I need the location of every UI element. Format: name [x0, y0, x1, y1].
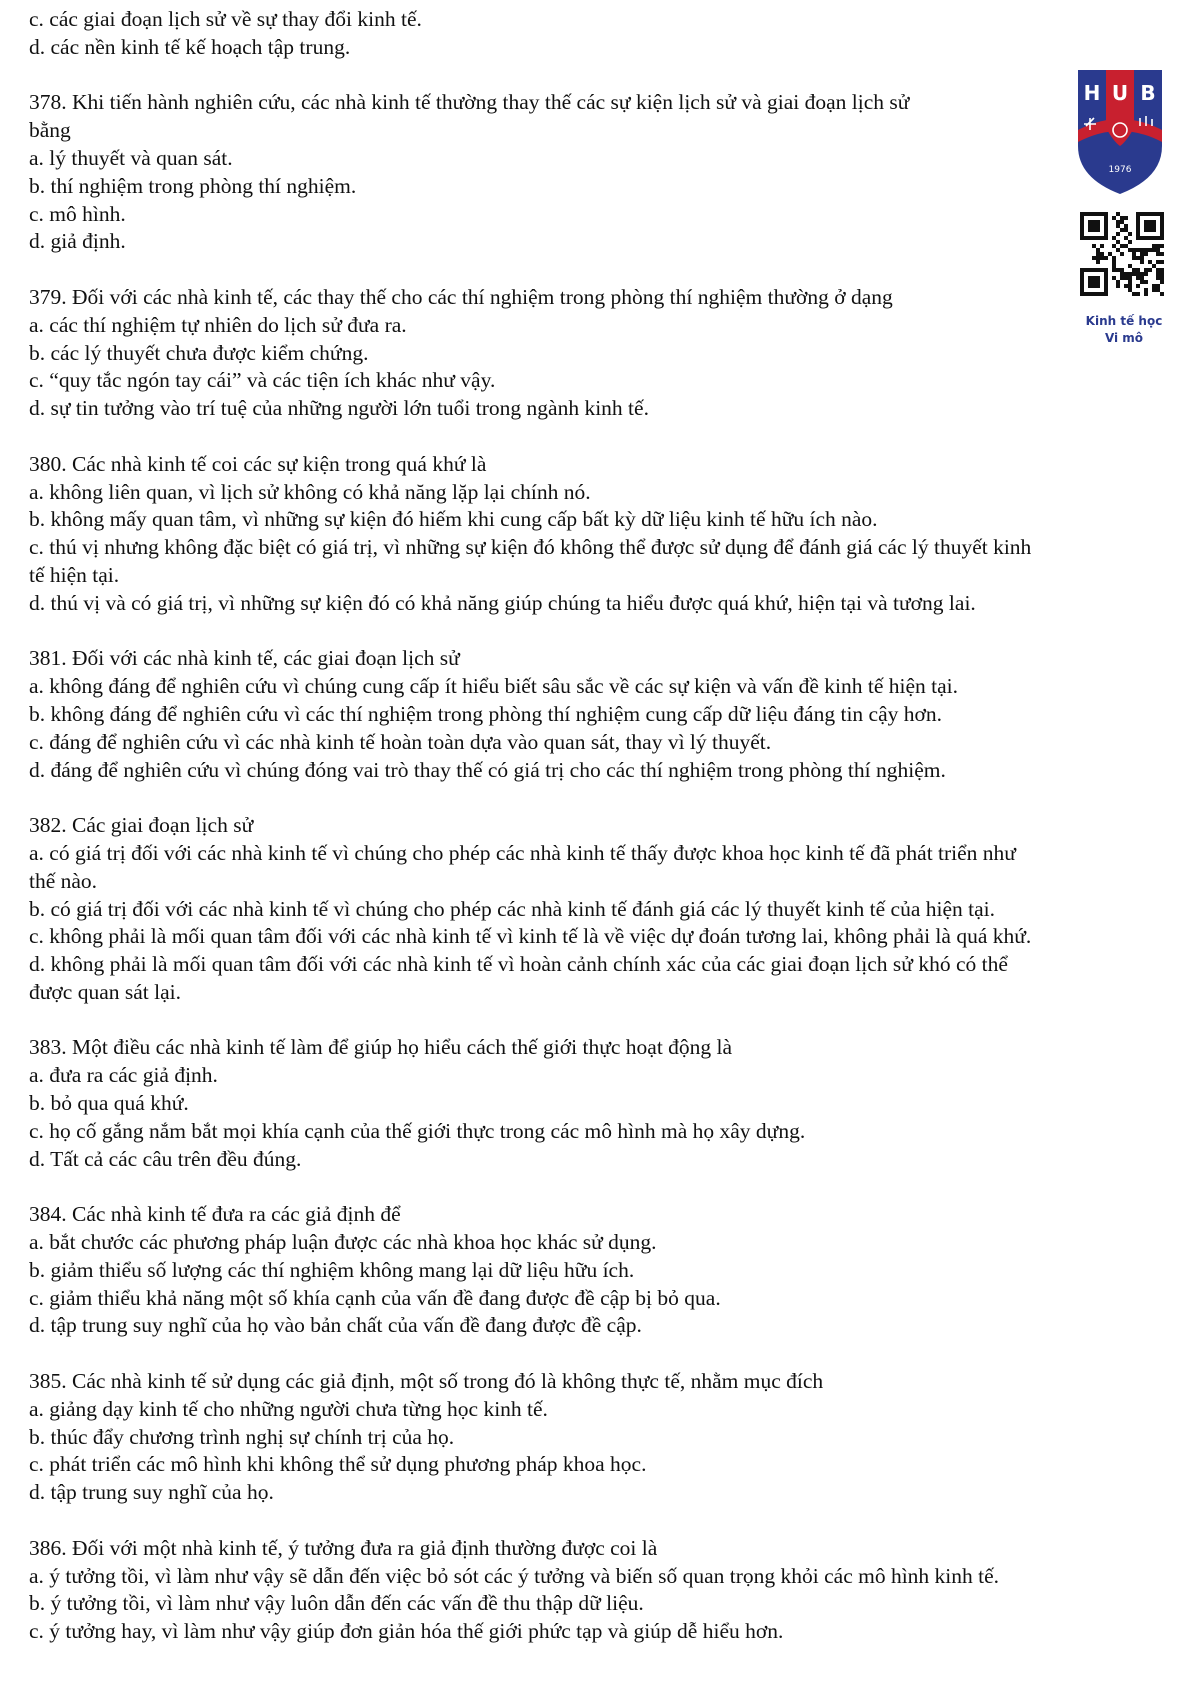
brand-line-1: Kinh tế học: [1085, 314, 1163, 328]
blank-line: [29, 256, 1169, 284]
blank-line: [29, 62, 1169, 90]
text-line: c. ý tưởng hay, vì làm như vậy giúp đơn giản hóa thế giới phức tạp và giúp dễ hiểu hơn.: [29, 1619, 784, 1644]
brand-line-2: Vi mô: [1104, 331, 1144, 345]
svg-text:B: B: [1140, 81, 1156, 105]
text-line: c. “quy tắc ngón tay cái” và các tiện ích khác như vậy.: [29, 368, 496, 393]
text-line: c. phát triển các mô hình khi không thể sử dụng phương pháp khoa học.: [29, 1452, 647, 1477]
text-line: d. giả định.: [29, 229, 126, 254]
text-line: a. bắt chước các phương pháp luận được các nhà khoa học khác sử dụng.: [29, 1230, 657, 1255]
text-line: a. đưa ra các giả định.: [29, 1063, 218, 1088]
text-line: d. tập trung suy nghĩ của họ vào bản chất của vấn đề đang được đề cập.: [29, 1313, 642, 1338]
text-line: b. có giá trị đối với các nhà kinh tế vì chúng cho phép các nhà kinh tế đánh giá các lý thuyết kinh tế của hiện tại.: [29, 896, 996, 921]
qr-code-icon: [1080, 212, 1164, 296]
text-line: c. các giai đoạn lịch sử về sự thay đổi kinh tế.: [29, 7, 422, 31]
blank-line: [29, 1173, 1169, 1201]
question-stem: 379. Đối với các nhà kinh tế, các thay thế cho các thí nghiệm trong phòng thí nghiệm thường ở dạng: [29, 284, 893, 309]
question-stem: 378. Khi tiến hành nghiên cứu, các nhà kinh tế thường thay thế các sự kiện lịch sử và giai đoạn lịch sử: [29, 90, 910, 115]
question-stem: 385. Các nhà kinh tế sử dụng các giả định, một số trong đó là không thực tế, nhằm mục đích: [29, 1369, 824, 1394]
blank-line: [29, 784, 1169, 812]
text-line: bằng: [29, 118, 71, 143]
text-line: a. không đáng để nghiên cứu vì chúng cung cấp ít hiểu biết sâu sắc về các sự kiện và vấn đề kinh tế hiện tại.: [29, 674, 959, 699]
text-line: c. không phải là mối quan tâm đối với các nhà kinh tế vì kinh tế là về việc dự đoán tương lai, không phải là quá khứ.: [29, 924, 1032, 949]
brand-caption: [1062, 313, 1186, 347]
text-line: a. lý thuyết và quan sát.: [29, 145, 233, 170]
text-line: a. không liên quan, vì lịch sử không có khả năng lặp lại chính nó.: [29, 479, 591, 504]
text-line: d. sự tin tưởng vào trí tuệ của những người lớn tuổi trong ngành kinh tế.: [29, 396, 649, 421]
text-line: d. đáng để nghiên cứu vì chúng đóng vai trò thay thế có giá trị cho các thí nghiệm trong phòng thí nghiệm.: [29, 757, 946, 782]
text-line: a. có giá trị đối với các nhà kinh tế vì chúng cho phép các nhà kinh tế thấy được khoa học kinh tế đã phát triển như: [29, 840, 1016, 865]
hub-logo-icon: [1074, 68, 1166, 196]
text-line: c. thú vị nhưng không đặc biệt có giá trị, vì những sự kiện đó không thể được sử dụng để đánh giá các lý thuyết kinh: [29, 535, 1032, 560]
question-stem: 380. Các nhà kinh tế coi các sự kiện trong quá khứ là: [29, 451, 487, 476]
blank-line: [29, 423, 1169, 451]
svg-text:H: H: [1083, 81, 1101, 105]
text-line: c. mô hình.: [29, 201, 126, 226]
text-line: b. ý tưởng tồi, vì làm như vậy luôn dẫn đến các vấn đề thu thập dữ liệu.: [29, 1591, 644, 1616]
text-line: c. họ cố gắng nắm bắt mọi khía cạnh của thế giới thực trong các mô hình mà họ xây dựng.: [29, 1118, 806, 1143]
question-stem: 382. Các giai đoạn lịch sử: [29, 813, 254, 838]
text-line: c. đáng để nghiên cứu vì các nhà kinh tế hoàn toàn dựa vào quan sát, thay vì lý thuyết.: [29, 729, 772, 754]
text-line: c. giảm thiểu khả năng một số khía cạnh của vấn đề đang được đề cập bị bỏ qua.: [29, 1285, 721, 1310]
text-line: b. bỏ qua quá khứ.: [29, 1091, 189, 1116]
text-line: thế nào.: [29, 868, 98, 893]
blank-line: [29, 1007, 1169, 1035]
text-line: a. ý tưởng tồi, vì làm như vậy sẽ dẫn đến việc bỏ sót các ý tưởng và biến số quan trọng khỏi các mô hình kinh tế.: [29, 1563, 1000, 1588]
text-line: d. không phải là mối quan tâm đối với các nhà kinh tế vì hoàn cảnh chính xác của các giai đoạn lịch sử khó có thể: [29, 952, 1008, 977]
text-line: d. Tất cả các câu trên đều đúng.: [29, 1146, 302, 1171]
blank-line: [29, 1340, 1169, 1368]
text-line: được quan sát lại.: [29, 979, 181, 1004]
text-line: b. không đáng để nghiên cứu vì các thí nghiệm trong phòng thí nghiệm cung cấp dữ liệu đáng tin cậy hơn.: [29, 701, 942, 726]
text-line: b. các lý thuyết chưa được kiểm chứng.: [29, 340, 369, 365]
text-line: b. không mấy quan tâm, vì những sự kiện đó hiếm khi cung cấp bất kỳ dữ liệu kinh tế hữu ích nào.: [29, 507, 878, 532]
question-stem: 384. Các nhà kinh tế đưa ra các giả định để: [29, 1202, 401, 1227]
text-line: b. giảm thiểu số lượng các thí nghiệm không mang lại dữ liệu hữu ích.: [29, 1257, 635, 1282]
text-line: tế hiện tại.: [29, 562, 120, 587]
text-line: d. các nền kinh tế kế hoạch tập trung.: [29, 34, 351, 59]
blank-line: [29, 1507, 1169, 1535]
blank-line: [29, 618, 1169, 646]
text-line: b. thúc đẩy chương trình nghị sự chính trị của họ.: [29, 1424, 455, 1449]
svg-text:1976: 1976: [1108, 165, 1132, 175]
text-line: d. tập trung suy nghĩ của họ.: [29, 1480, 274, 1505]
text-line: a. các thí nghiệm tự nhiên do lịch sử đưa ra.: [29, 312, 407, 337]
question-stem: 383. Một điều các nhà kinh tế làm để giúp họ hiểu cách thế giới thực hoạt động là: [29, 1035, 733, 1060]
question-stem: 386. Đối với một nhà kinh tế, ý tưởng đưa ra giả định thường được coi là: [29, 1535, 658, 1560]
text-line: b. thí nghiệm trong phòng thí nghiệm.: [29, 173, 357, 198]
question-stem: 381. Đối với các nhà kinh tế, các giai đoạn lịch sử: [29, 646, 460, 671]
svg-text:U: U: [1111, 81, 1129, 105]
document-page: [29, 6, 1169, 1646]
text-line: a. giảng dạy kinh tế cho những người chưa từng học kinh tế.: [29, 1396, 548, 1421]
text-line: d. thú vị và có giá trị, vì những sự kiện đó có khả năng giúp chúng ta hiểu được quá khứ, hiện tại và tương lai.: [29, 590, 976, 615]
